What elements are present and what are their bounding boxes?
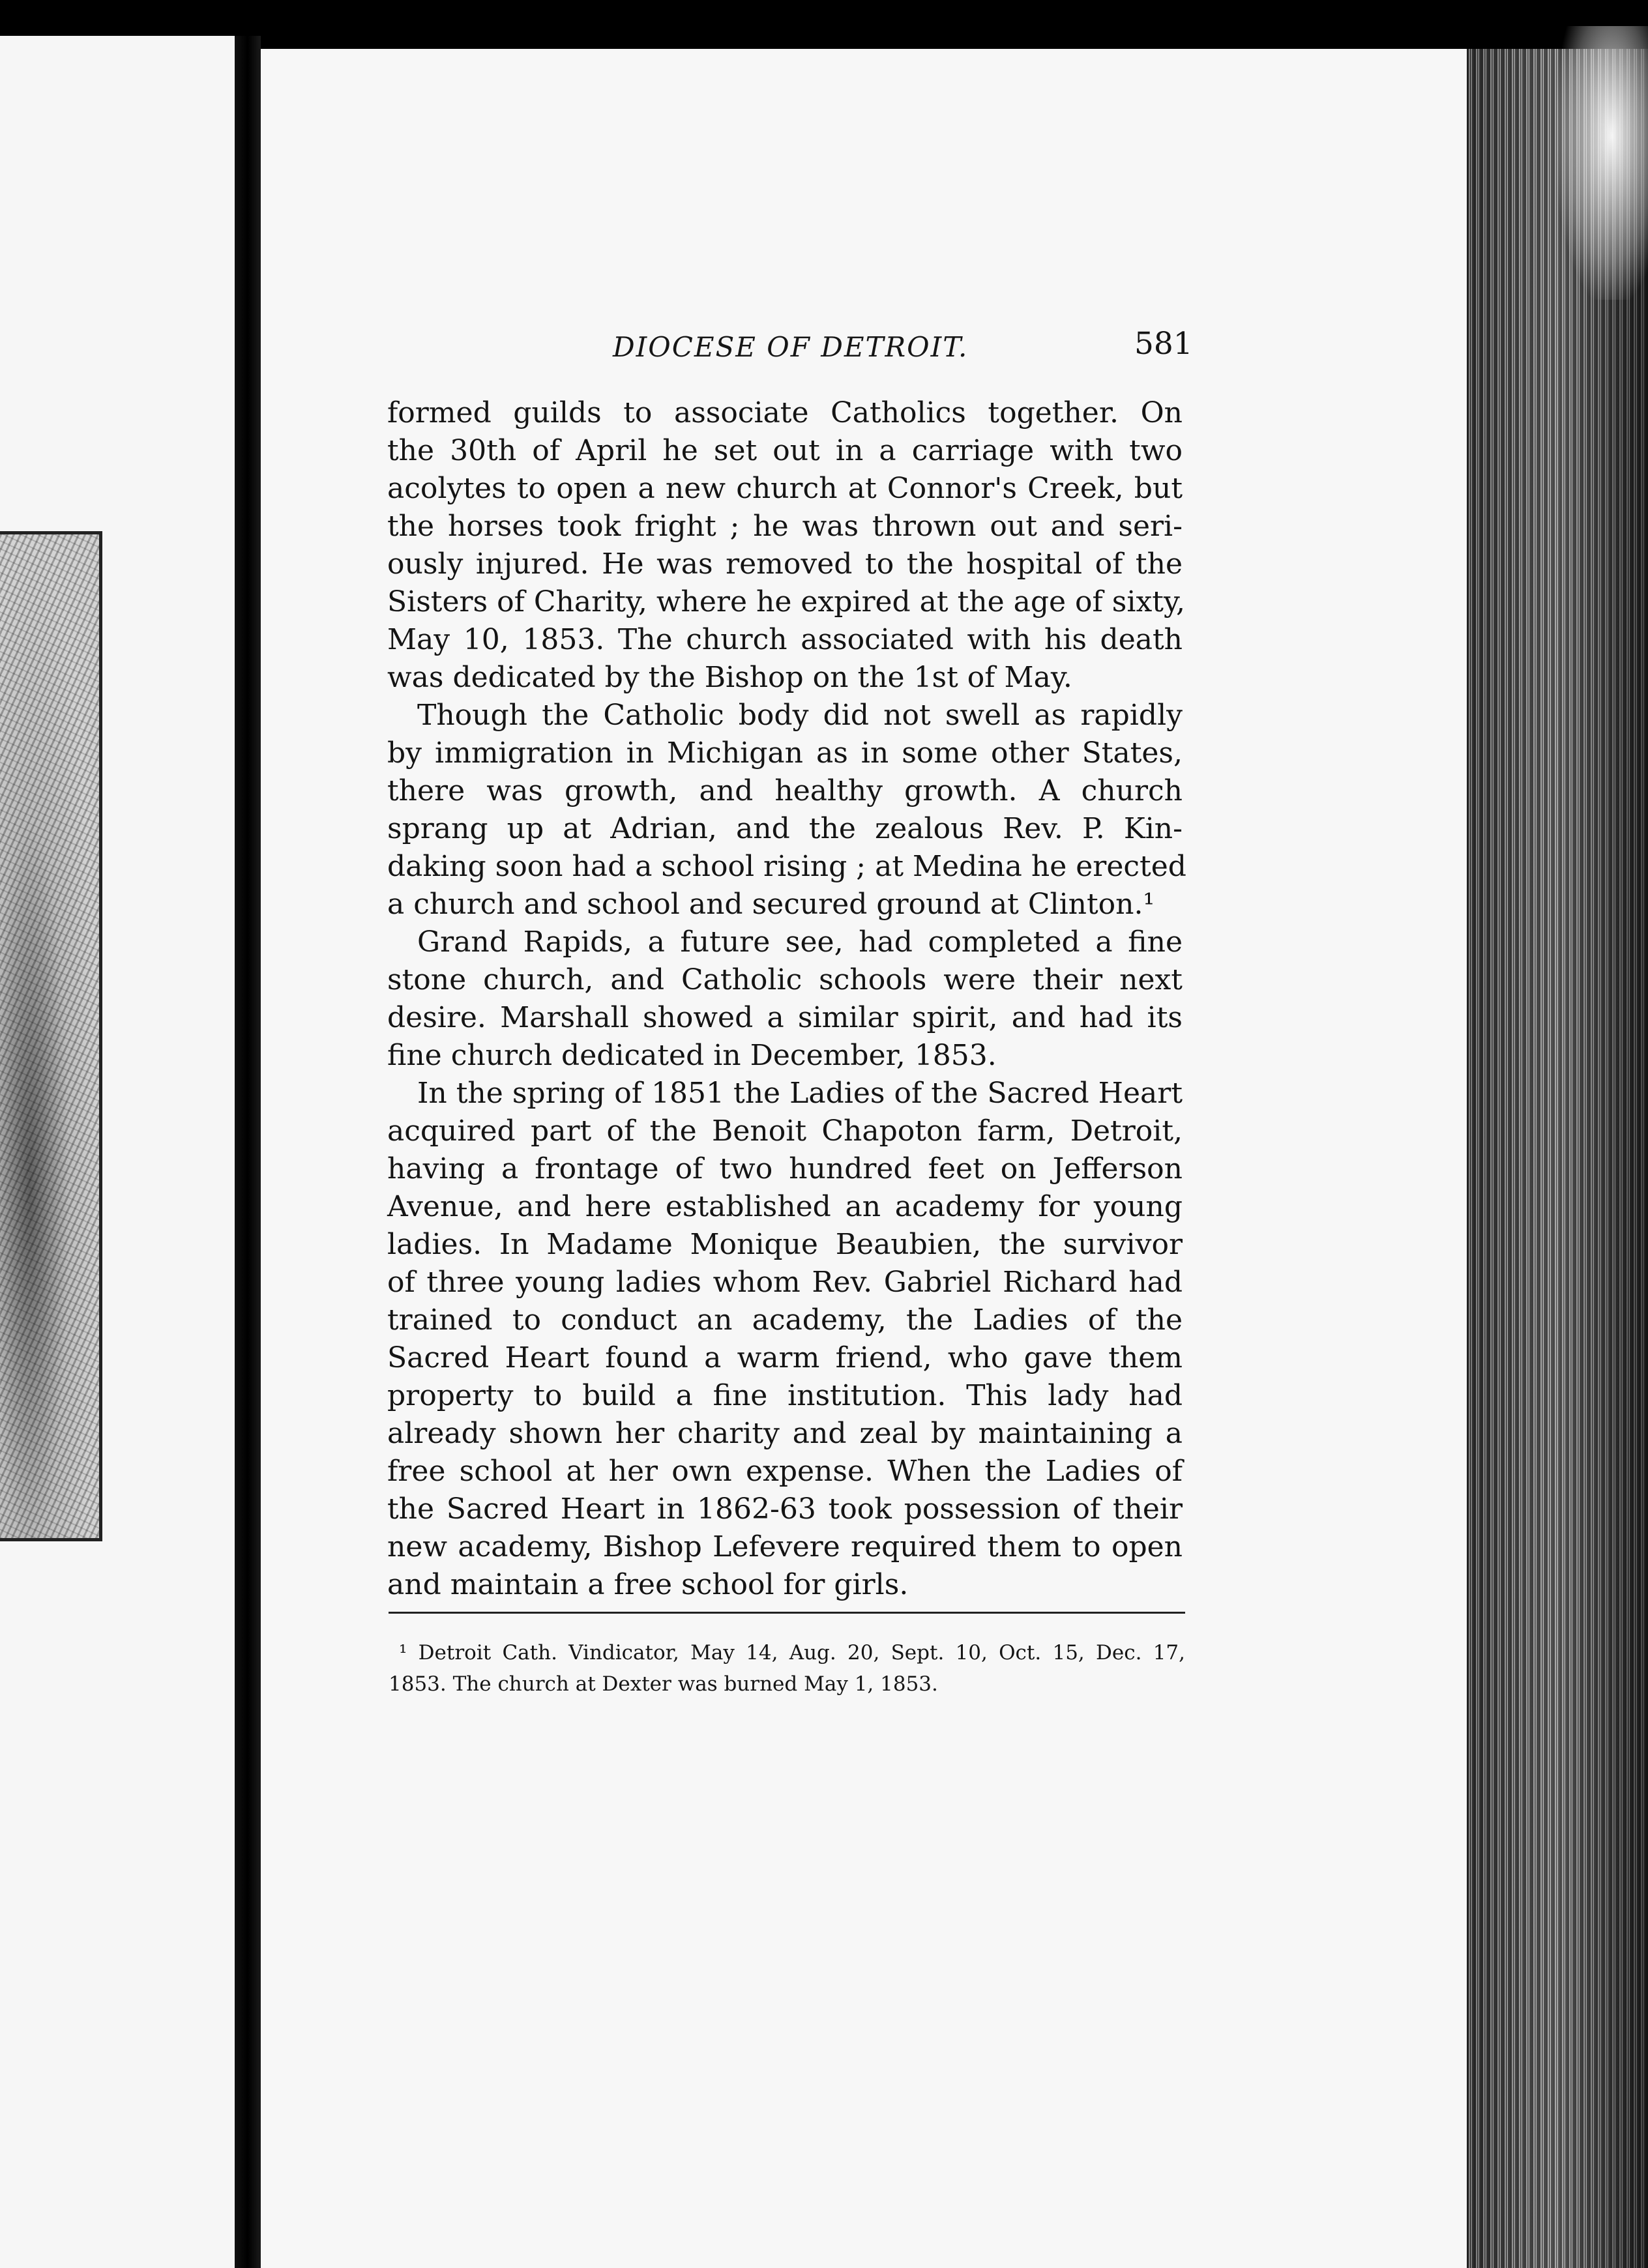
running-head: DIOCESE OF DETROIT. [613, 331, 969, 363]
page-number: 581 [1134, 326, 1193, 362]
text-line: acolytes to open a new church at Connor's Creek, but [387, 472, 1183, 505]
text-line: of three young ladies whom Rev. Gabriel Richard had [387, 1266, 1183, 1299]
text-line: May 10, 1853. The church associated with his death [387, 623, 1183, 656]
text-line: acquired part of the Benoit Chapoton farm, Detroit, [387, 1114, 1183, 1148]
text-line: and maintain a free school for girls. [387, 1568, 909, 1601]
text-line: property to build a fine institution. This lady had [387, 1379, 1183, 1412]
engraving-illustration [0, 531, 102, 1541]
text-line: Sacred Heart found a warm friend, who gave them [387, 1341, 1183, 1374]
text-line: Avenue, and here established an academy for young [387, 1190, 1183, 1223]
text-line: sprang up at Adrian, and the zealous Rev. P. Kin- [387, 812, 1183, 845]
footnote-line: 1853. The church at Dexter was burned May 1, 1853. [389, 1672, 938, 1696]
text-line: formed guilds to associate Catholics together. On [387, 396, 1183, 429]
footnote-line: ¹ Detroit Cath. Vindicator, May 14, Aug. 20, Sept. 10, Oct. 15, Dec. 17, [399, 1641, 1185, 1665]
text-line: having a frontage of two hundred feet on Jefferson [387, 1152, 1183, 1185]
text-line: was dedicated by the Bishop on the 1st of May. [387, 661, 1072, 694]
body-text [387, 394, 1186, 1604]
page-edges [1467, 49, 1648, 2268]
text-line: trained to conduct an academy, the Ladies of the [387, 1303, 1183, 1337]
text-line: fine church dedicated in December, 1853. [387, 1039, 997, 1072]
text-line: Grand Rapids, a future see, had completed a fine [417, 925, 1183, 959]
page-edges-shading [1467, 49, 1648, 2268]
text-line: the horses took fright ; he was thrown out and seri- [387, 510, 1183, 543]
text-line: stone church, and Catholic schools were their next [387, 963, 1183, 996]
text-line: a church and school and secured ground at Clinton.¹ [387, 888, 1155, 921]
text-line: the Sacred Heart in 1862-63 took possession of their [387, 1492, 1183, 1526]
text-line: already shown her charity and zeal by maintaining a [387, 1417, 1183, 1450]
text-line: new academy, Bishop Lefevere required them to open [387, 1530, 1183, 1563]
glare-highlight [1557, 26, 1648, 300]
text-line: there was growth, and healthy growth. A church [387, 774, 1183, 807]
text-line: the 30th of April he set out in a carriage with two [387, 434, 1183, 467]
text-line: desire. Marshall showed a similar spirit, and had its [387, 1001, 1183, 1034]
text-line: by immigration in Michigan as in some other States, [387, 736, 1183, 770]
text-line: In the spring of 1851 the Ladies of the Sacred Heart [417, 1077, 1183, 1110]
text-line: daking soon had a school rising ; at Medina he erected [387, 850, 1186, 883]
text-line: free school at her own expense. When the Ladies of [387, 1455, 1183, 1488]
footnote [389, 1637, 1185, 1700]
book-gutter [235, 36, 261, 2268]
left-facing-page [0, 36, 235, 2268]
text-line: ladies. In Madame Monique Beaubien, the survivor [387, 1228, 1183, 1261]
footnote-rule [389, 1612, 1185, 1614]
text-line: ously injured. He was removed to the hospital of the [387, 547, 1183, 581]
text-line: Sisters of Charity, where he expired at the age of sixty, [387, 585, 1185, 618]
text-line: Though the Catholic body did not swell as rapidly [417, 699, 1183, 732]
